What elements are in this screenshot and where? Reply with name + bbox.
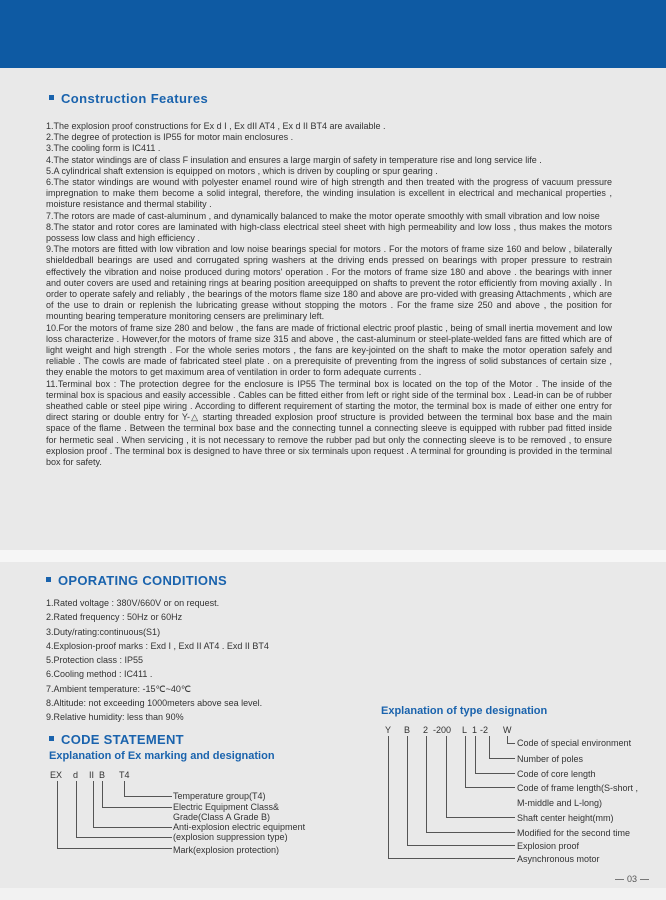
condition-item: 7.Ambient temperature: -15℃~40℃ (46, 683, 192, 694)
construction-features-heading (49, 91, 208, 106)
type-label-asynchronous: Asynchronous motor (517, 854, 600, 864)
type-label-modified: Modified for the second time (517, 828, 631, 838)
bullet-square-icon (49, 95, 54, 100)
ex-code-ii: II (89, 770, 95, 780)
type-code-poles: -2 (480, 725, 489, 735)
bottom-strip (0, 888, 666, 900)
ex-code-t4: T4 (119, 770, 130, 780)
ex-code-d: d (73, 770, 79, 780)
ex-connector-line (102, 781, 103, 808)
type-connector-line (489, 736, 490, 759)
ex-code-ex: EX (50, 770, 63, 780)
ex-label-anti-explosion: Anti-explosion electric equipment (173, 822, 306, 832)
condition-item: 9.Relative humidity: less than 90% (46, 712, 184, 723)
feature-item-10: 10.For the motors of frame size 280 and below , the fans are made of frictional electric proof plastic , being of small inertia movement and low loss characterize . However,for the motors of frame size 315 and above , the cast-aluminum or steel-plate-welded fans are fitted which are of light weight and high strength . For the whole series motors , the fans are key-jointed on the shaft to make the motor operation safely and reliable . The cowls are made of fabricated steel plate . on a prerequisite of preventing from the ingress of solid substances of certain size , they enable the motors to get maximum area of ventilation in order to form adequate currents . (46, 322, 612, 378)
ex-label-equipment-grade: Grade(Class A Grade B) (173, 812, 271, 822)
type-label-shaft-height: Shaft center height(mm) (517, 813, 614, 823)
condition-item: 3.Duty/rating:continuous(S1) (46, 626, 161, 637)
construction-features-list (46, 121, 612, 468)
construction-features-title: Construction Features (61, 91, 209, 106)
ex-code-b: B (99, 770, 106, 780)
condition-item: 6.Cooling method : IC411 . (46, 669, 153, 680)
type-connector-line (407, 845, 515, 846)
feature-item-7: 7.The rotors are made of cast-aluminum , and dynamically balanced to make the motor operate smoothly with small vibration and low noise (46, 210, 600, 221)
type-label-core-length: Code of core length (517, 769, 596, 779)
condition-item: 1.Rated voltage : 380V/660V or on request. (46, 598, 220, 608)
type-connector-line (388, 736, 389, 859)
code-statement-title: CODE STATEMENT (61, 732, 184, 747)
dash-decoration (640, 879, 649, 880)
type-connector-line (446, 736, 447, 818)
operating-conditions-heading (46, 573, 227, 588)
type-label-poles: Number of poles (517, 754, 584, 764)
ex-connector-line (124, 781, 125, 797)
type-designation-subtitle: Explanation of type designation (381, 705, 548, 717)
ex-connector-line (57, 848, 172, 849)
operating-conditions-list (46, 596, 269, 725)
condition-item: 2.Rated frequency : 50Hz or 60Hz (46, 612, 183, 623)
feature-item-11: 11.Terminal box : The protection degree for the enclosure is IP55 The terminal box is located on the top of the Motor . The inside of the terminal box is spacious and easily accessible . Cables can be fitted either from left or right side of the terminal box . Lead-in can be of rubber sheathed cable or steel pipe wiring . According to different requirement of starting the motor, the terminal box is made of either one entry for direct staring or double entry for Y-△ starting threaded explosion proof structure is provided between the terminal box base and the main space of the flame . Between the terminal box base and the connecting tunnel a connecting sleeve is equipped with rubber pad fitted inside for hermetic seal . When servicing , it is not necessary to remove the rubber pad but only the connecting sleeve is to be removed , to ensure explosion proof . The terminal box is designed to have three or six terminals upon request . A terminal for grounding is provided in the terminal box for safety. (46, 378, 612, 468)
type-code-1: 1 (472, 725, 478, 735)
bullet-square-icon (46, 577, 51, 582)
type-connector-line (489, 758, 515, 759)
type-connector-line (465, 736, 466, 788)
ex-label-mark: Mark(explosion protection) (173, 845, 280, 855)
ex-marking-subtitle: Explanation of Ex marking and designation (49, 750, 275, 762)
feature-item-6: 6.The stator windings are wound with polyester enamel round wire of high strength and then treated with the progress of vacuum pressure impregnation to make them become a solid integral, therefore, the winding insulation is excellent in electrical and mechanical properties , moisture resistance and thermal stability . (46, 177, 612, 210)
ex-connector-line (76, 837, 172, 838)
type-label-frame-length: Code of frame length(S-short , (517, 783, 639, 793)
type-connector-line (407, 736, 408, 846)
feature-item-4: 4.The stator windings are of class F insulation and ensures a large margin of safety in temperature rise and long service life . (46, 154, 542, 165)
bullet-square-icon (49, 736, 54, 741)
type-code-200: -200 (433, 725, 452, 735)
type-code-b: B (404, 725, 411, 735)
type-label-frame-length-2: M-middle and L-long) (517, 798, 603, 808)
type-code-2: 2 (423, 725, 429, 735)
ex-connector-line (102, 807, 172, 808)
ex-connector-line (93, 781, 94, 828)
condition-item: 4.Explosion-proof marks : Exd I , Exd II AT4 . Exd II BT4 (46, 640, 269, 651)
feature-item-5: 5.A cylindrical shaft extension is equipped on motors , which is driven by coupling or spur gearing . (46, 165, 438, 176)
operating-conditions-title: OPORATING CONDITIONS (58, 573, 227, 588)
type-code-y: Y (385, 725, 392, 735)
ex-connector-line (93, 827, 172, 828)
condition-item: 5.Protection class : IP55 (46, 655, 144, 666)
dash-decoration (615, 879, 624, 880)
type-connector-line (507, 743, 515, 744)
ex-connector-line (124, 796, 172, 797)
feature-item-9: 9.The motors are fitted with low vibration and low noise bearings special for motors . For the motors of frame size 160 and below , bilaterally shieldedball bearings are used and corrugated spring washers at the driving ends pressed on bearings with proper pressure to restrain effectively the vibration and noise produced during motors' operation . For the motors of frame size 180 and above . the bearings with inner and outer covers are used and retaining rings at bearing position areequipped on shafts to prevent the rotor efficiently from moving axially . In order to operate safely and reliably , the bearings of the motors flame size 180 and above are pro-vided with greasing Attachments , which are of the use to drain or replenish the lubricating grease without stopping the motors . For the frame size 250 and above , the position for mounting bearing temperature monitoring censers are preliminary left. (46, 244, 612, 322)
feature-item-1: 1.The explosion proof constructions for Ex d I , Ex dII AT4 , Ex d II BT4 are available . (46, 121, 386, 131)
type-connector-line (446, 817, 515, 818)
ex-label-temperature-group: Temperature group(T4) (173, 791, 266, 801)
type-connector-line (475, 736, 476, 774)
ex-label-equipment-class: Electric Equipment Class& (173, 802, 280, 812)
page-number-text: 03 (627, 874, 638, 884)
ex-connector-line (76, 781, 77, 838)
section-divider (0, 550, 666, 562)
type-code-l: L (462, 725, 468, 735)
feature-item-8: 8.The stator and rotor cores are laminated with high-class electrical steel sheet with high permeability and low loss , thus makes the motors possess low class and high efficiency . (46, 221, 612, 244)
ex-label-suppression-type: (explosion suppression type) (173, 832, 288, 842)
page-number (612, 874, 652, 884)
feature-item-2: 2.The degree of protection is IP55 for motor main enclosures . (46, 132, 294, 143)
ex-connector-line (57, 781, 58, 849)
type-connector-line (388, 858, 515, 859)
type-code-w: W (503, 725, 512, 735)
top-banner (0, 0, 666, 68)
type-label-special-environment: Code of special environment (517, 738, 632, 748)
type-connector-line (465, 787, 515, 788)
condition-item: 8.Altitude: not exceeding 1000meters above sea level. (46, 698, 263, 709)
code-statement-heading (49, 732, 184, 747)
type-connector-line (426, 832, 515, 833)
type-label-explosion-proof: Explosion proof (517, 841, 580, 851)
feature-item-3: 3.The cooling form is IC411 . (46, 143, 161, 154)
type-connector-line (475, 773, 515, 774)
type-connector-line (426, 736, 427, 833)
